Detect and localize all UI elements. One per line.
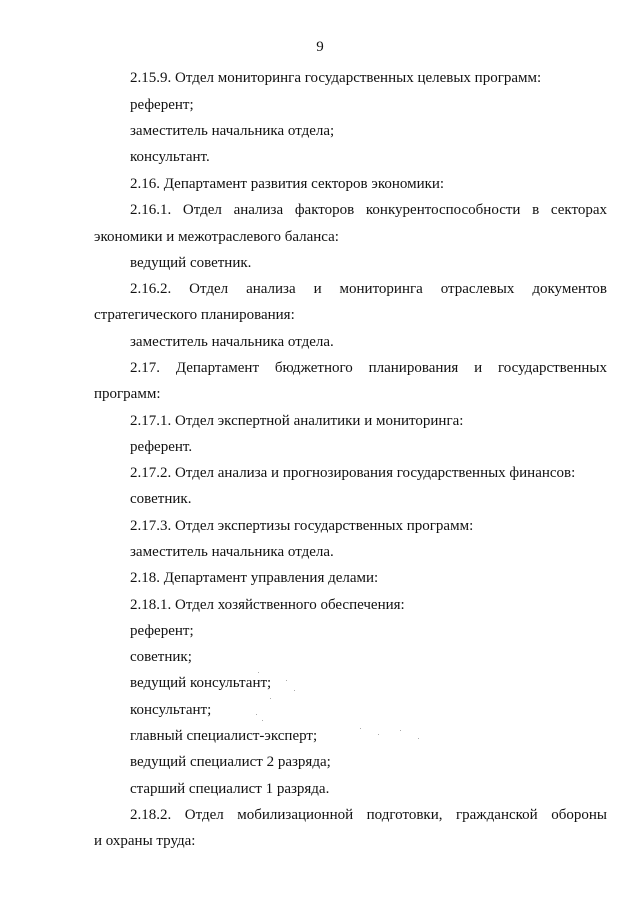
section-2-18: 2.18. Департамент управления делами: — [130, 570, 379, 586]
word: гражданской — [456, 807, 538, 823]
position-item: заместитель начальника отдела; — [130, 123, 335, 139]
section-2-18-2-line1 — [0, 806, 640, 824]
word: государственных — [498, 360, 607, 376]
section-2-16-1-line2: экономики и межотраслевого баланса: — [94, 229, 339, 245]
section-2-18-2-line2: и охраны труда: — [94, 833, 196, 849]
word: в — [532, 202, 540, 218]
position-item: заместитель начальника отдела. — [130, 334, 334, 350]
word: конкурентоспособности — [365, 202, 521, 218]
word: 2.16.1. — [130, 202, 172, 218]
word: отраслевых — [440, 281, 515, 297]
position-item: референт; — [130, 97, 194, 113]
word: мобилизационной — [237, 807, 354, 823]
word: анализа — [233, 202, 284, 218]
word: и — [474, 360, 483, 376]
position-item: старший специалист 1 разряда. — [130, 781, 330, 797]
position-item: референт. — [130, 439, 193, 455]
word: Отдел — [184, 807, 224, 823]
word: бюджетного — [274, 360, 353, 376]
position-item: ведущий советник. — [130, 255, 252, 271]
word: 2.17. — [130, 360, 160, 376]
position-item: референт; — [130, 623, 194, 639]
section-2-17-1: 2.17.1. Отдел экспертной аналитики и мониторинга: — [130, 413, 464, 429]
position-item: ведущий специалист 2 разряда; — [130, 754, 331, 770]
section-2-15-9: 2.15.9. Отдел мониторинга государственных целевых программ: — [130, 70, 542, 86]
word: мониторинга — [339, 281, 423, 297]
section-2-18-1: 2.18.1. Отдел хозяйственного обеспечения: — [130, 597, 405, 613]
section-2-16-2-line2: стратегического планирования: — [94, 307, 295, 323]
position-item: советник. — [130, 491, 192, 507]
word: факторов — [294, 202, 355, 218]
word: планирования — [368, 360, 459, 376]
word: анализа — [246, 281, 296, 297]
word: Департамент — [175, 360, 260, 376]
word: Отдел — [189, 281, 229, 297]
section-2-17-line2: программ: — [94, 386, 161, 402]
position-item: главный специалист-эксперт; — [130, 728, 318, 744]
section-2-17-line1 — [0, 359, 640, 377]
word: Отдел — [182, 202, 222, 218]
position-item: консультант; — [130, 702, 212, 718]
word: и — [313, 281, 322, 297]
page-number: 9 — [316, 39, 324, 55]
position-item: консультант. — [130, 149, 210, 165]
position-item: советник; — [130, 649, 192, 665]
position-item: ведущий консультант; — [130, 675, 272, 691]
word: подготовки, — [366, 807, 443, 823]
position-item: заместитель начальника отдела. — [130, 544, 334, 560]
word: 2.16.2. — [130, 281, 172, 297]
word: 2.18.2. — [130, 807, 172, 823]
section-2-16-1-line1 — [0, 201, 640, 219]
section-2-17-3: 2.17.3. Отдел экспертизы государственных программ: — [130, 518, 474, 534]
section-2-16-2-line1 — [0, 280, 640, 298]
section-2-17-2: 2.17.2. Отдел анализа и прогнозирования государственных финансов: — [130, 465, 576, 481]
section-2-16: 2.16. Департамент развития секторов экономики: — [130, 176, 445, 192]
word: обороны — [551, 807, 607, 823]
word: секторах — [550, 202, 607, 218]
word: документов — [532, 281, 607, 297]
